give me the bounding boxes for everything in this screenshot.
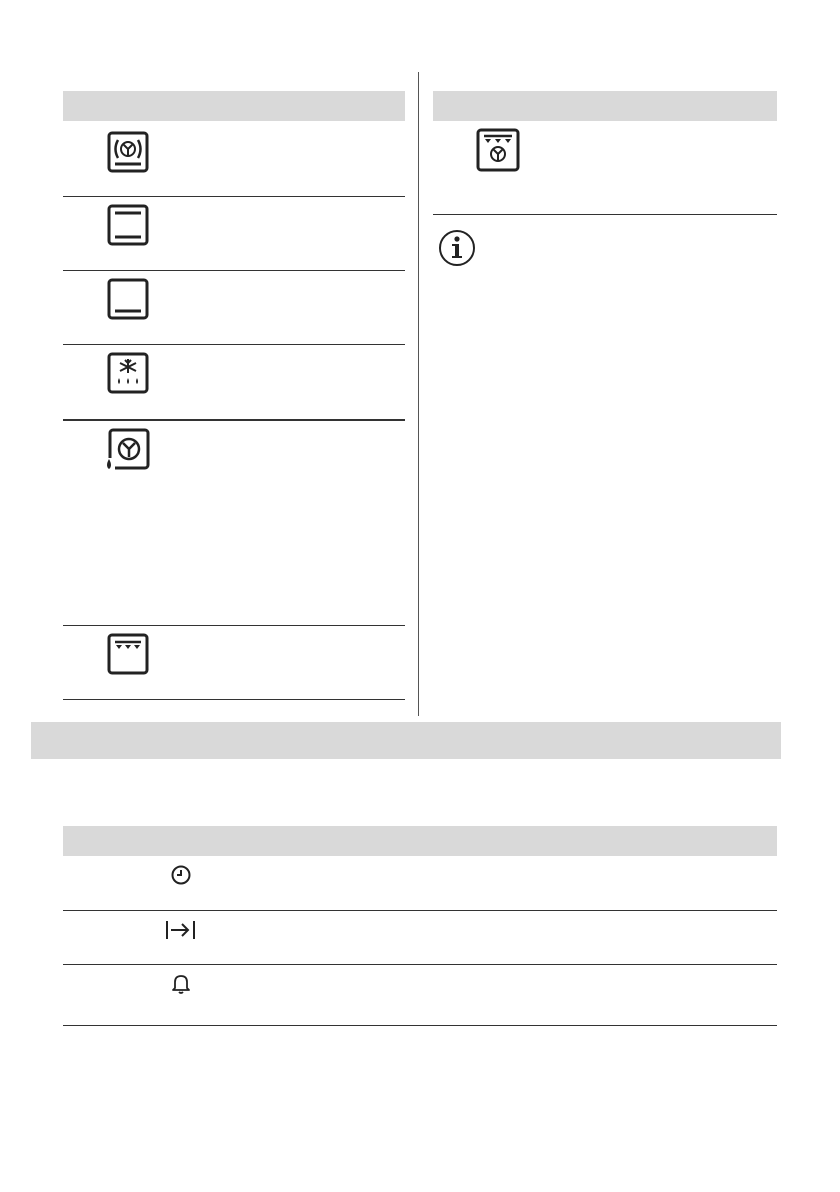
row-divider <box>433 214 777 215</box>
right-table-header <box>433 91 777 121</box>
row-divider <box>63 419 405 421</box>
info-icon <box>437 228 477 268</box>
row-divider <box>63 625 405 626</box>
duration-icon <box>165 919 197 941</box>
row-divider <box>63 270 405 271</box>
row-divider <box>63 964 777 965</box>
defrost-icon <box>107 352 149 394</box>
bell-icon <box>171 973 191 995</box>
row-divider <box>63 910 777 911</box>
clock-icon <box>170 864 192 886</box>
bottom-heat-icon <box>107 278 149 320</box>
turbo-grilling-icon <box>476 128 520 172</box>
row-divider <box>63 344 405 345</box>
section-title-bar <box>31 722 781 759</box>
row-divider <box>63 196 405 197</box>
true-fan-with-bottom-heat-icon <box>107 131 149 173</box>
grill-icon <box>107 633 149 675</box>
top-bottom-heat-icon <box>107 204 149 246</box>
clock-table-header <box>63 826 777 856</box>
row-divider <box>63 1025 777 1026</box>
column-divider <box>418 72 419 716</box>
left-table-header <box>63 91 405 121</box>
moist-fan-baking-icon <box>103 428 151 472</box>
row-divider <box>63 699 405 700</box>
